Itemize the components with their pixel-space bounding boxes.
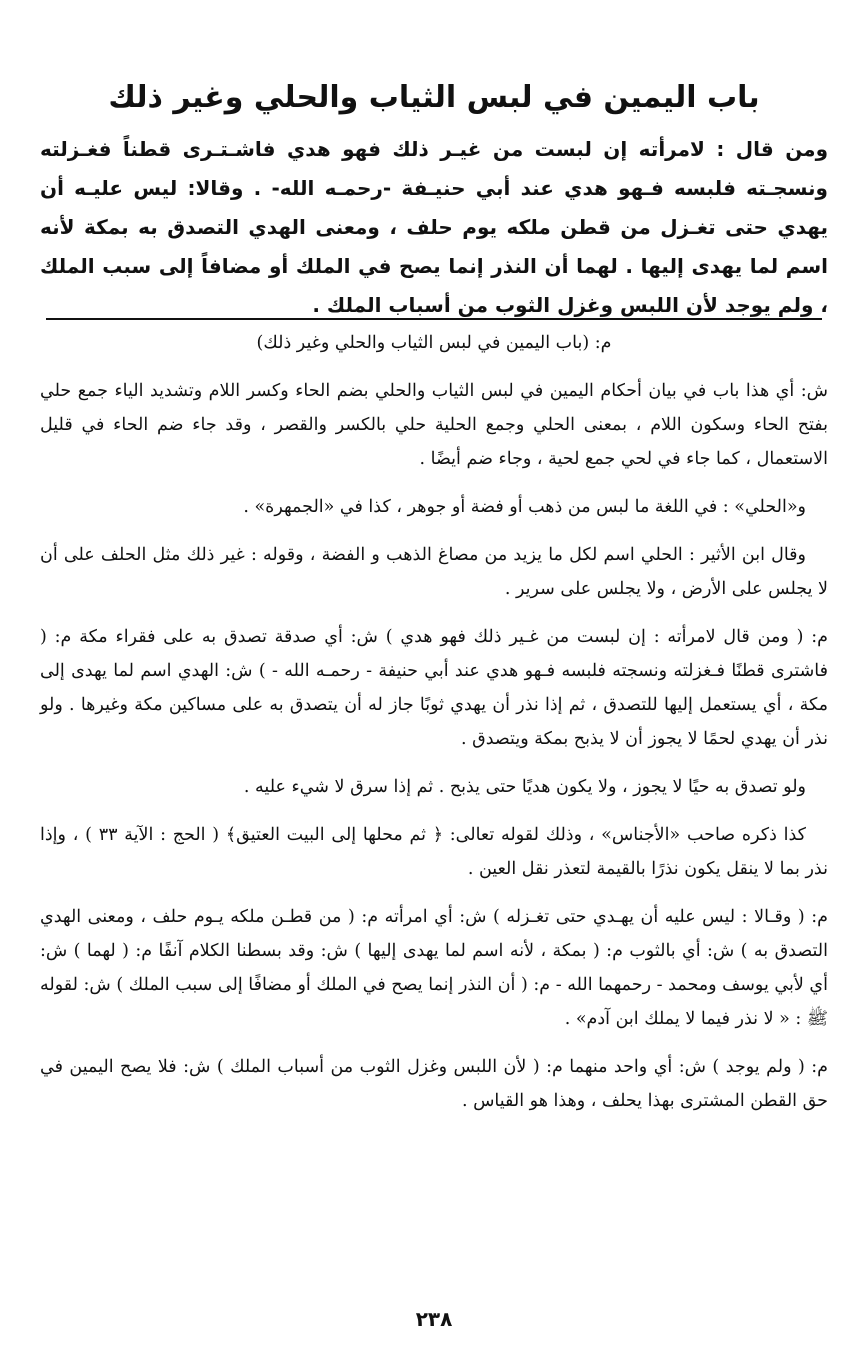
commentary-paragraph: ولو تصدق به حيًا لا يجوز ، ولا يكون هديًا حتى يذبح . ثم إذا سرق لا شيء عليه . xyxy=(243,777,806,797)
commentary-paragraph: ش: أي هذا باب في بيان أحكام اليمين في لبس الثياب والحلي بضم الحاء وكسر اللام وتشديد الياء جمع حلي بفتح الحاء وسكون اللام ، بمعنى الحلي وجمع الحلية حلي بالكسر والقصر ، وقد جاء ضم الحاء في قليل الاستعمال ، كما جاء في لحي جمع لحية ، وجاء ضم أيضًا . xyxy=(40,381,828,469)
separator-line xyxy=(46,318,822,320)
commentary-paragraph: م: ( ومن قال لامرأته : إن لبست من غـير ذلك فهو هدي ) ش: أي صدقة تصدق به على فقراء مكة م: ( فاشترى قطنًا فـغزلته ونسجته فلبسه فـهو هدي عند أبي حنيفة - رحمـه الله - ) ش: الهدي اسم لما يهدى إلى مكة ، أي يستعمل إليها للتصدق ، ثم إذا نذر أن يهدي ثوبًا جاز له أن يتصدق به على مساكين مكة وغيرها . ولو نذر أن يهدي لحمًا لا يجوز أن لا يذبح بمكة ويتصدق . xyxy=(40,627,828,749)
page-number: ٢٣٨ xyxy=(415,1307,453,1331)
main-text-paragraph: ومن قال : لامرأته إن لبست من غيـر ذلك فهو هدي فاشـتـرى قطناً فغـزلته ونسجـته فلبسه فـهو هدي عند أبي حنيـفة -رحمـه الله- . وقالا: ليس عليـه أن يهدي حتى تغـزل من قطن ملكه يوم حلف ، ومعنى الهدي التصدق به بمكة لأنه اسم لما يهدى إليها . لهما أن النذر إنما يصح في الملك أو مضافاً إلى سبب الملك ، ولم يوجد لأن اللبس وغزل الثوب من أسباب الملك . xyxy=(40,137,828,317)
main-text-block xyxy=(40,130,828,325)
paragraph-gap xyxy=(40,804,828,818)
commentary-paragraph: م: ( ولم يوجد ) ش: أي واحد منهما م: ( لأن اللبس وغزل الثوب من أسباب الملك ) ش: فلا يصح اليمين في حق القطن المشترى بهذا يحلف ، وهذا هو القياس . xyxy=(40,1057,828,1111)
chapter-title: باب اليمين في لبس الثياب والحلي وغير ذلك xyxy=(108,80,760,115)
book-page xyxy=(40,0,828,1368)
commentary-paragraph: م: ( وقـالا : ليس عليه أن يهـدي حتى تغـزله ) ش: أي امرأته م: ( من قطـن ملكه يـوم حلف ، ومعنى الهدي التصدق به ) ش: أي بالثوب م: ( بمكة ، لأنه اسم لما يهدى إليها ) ش: وقد بسطنا الكلام آنفًا م: ( لهما ) ش: أي لأبي يوسف ومحمد - رحمهما الله - م: ( أن النذر إنما يصح في الملك أو مضافًا إلى سبب الملك ) ش: لقوله ﷺ : « لا نذر فيما لا يملك ابن آدم» . xyxy=(40,907,828,1029)
paragraph-gap xyxy=(40,476,828,490)
paragraph-gap xyxy=(40,1036,828,1050)
commentary-paragraph: و«الحلي» : في اللغة ما لبس من ذهب أو فضة أو جوهر ، كذا في «الجمهرة» . xyxy=(243,497,806,517)
commentary-paragraph: كذا ذكره صاحب «الأجناس» ، وذلك لقوله تعالى: ﴿ ثم محلها إلى البيت العتيق﴾ ( الحج : الآية ٣٣ ) ، وإذا نذر بما لا ينقل يكون نذرًا بالقيمة لتعذر نقل العين . xyxy=(40,825,828,879)
commentary-block xyxy=(40,326,828,1118)
paragraph-gap xyxy=(40,524,828,538)
commentary-paragraph: وقال ابن الأثير : الحلي اسم لكل ما يزيد من مصاغ الذهب و الفضة ، وقوله : غير ذلك مثل الحلف على أن لا يجلس على الأرض ، ولا يجلس على سرير . xyxy=(40,545,828,599)
paragraph-gap xyxy=(40,756,828,770)
paragraph-gap xyxy=(40,886,828,900)
paragraph-gap xyxy=(40,360,828,374)
paragraph-gap xyxy=(40,606,828,620)
commentary-heading: م: (باب اليمين في لبس الثياب والحلي وغير ذلك) xyxy=(256,333,612,353)
